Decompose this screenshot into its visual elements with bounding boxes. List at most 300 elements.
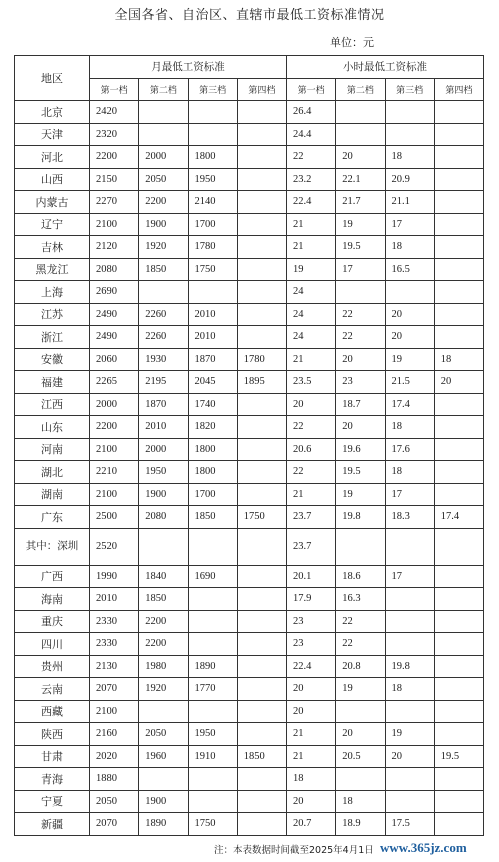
monthly-tier-2-cell: 1850 xyxy=(139,258,188,281)
monthly-tier-4-cell xyxy=(237,610,286,633)
monthly-tier-1-cell: 2100 xyxy=(90,700,139,723)
monthly-tier-1-cell: 2010 xyxy=(90,588,139,611)
region-cell: 安徽 xyxy=(15,348,90,371)
monthly-tier-3-cell xyxy=(188,610,237,633)
monthly-tier-1-cell: 2100 xyxy=(90,438,139,461)
region-cell: 河南 xyxy=(15,438,90,461)
monthly-tier-4-cell xyxy=(237,416,286,439)
hourly-tier-3-cell: 18 xyxy=(385,146,434,169)
hourly-tier-3-cell xyxy=(385,281,434,304)
monthly-tier-1-cell: 1990 xyxy=(90,565,139,588)
monthly-tier-2-cell: 2010 xyxy=(139,416,188,439)
monthly-tier-4-cell xyxy=(237,146,286,169)
monthly-tier-1-cell: 2690 xyxy=(90,281,139,304)
table-row xyxy=(15,416,484,439)
monthly-tier-4-cell xyxy=(237,123,286,146)
hourly-tier-4-cell xyxy=(434,123,483,146)
hourly-tier-2-cell: 19.8 xyxy=(336,506,385,529)
monthly-tier-3-cell: 1780 xyxy=(188,236,237,259)
table-row xyxy=(15,506,484,529)
monthly-tier-1-cell: 2270 xyxy=(90,191,139,214)
header-region: 地区 xyxy=(15,56,90,101)
hourly-tier-4-cell xyxy=(434,483,483,506)
hourly-tier-2-cell xyxy=(336,700,385,723)
monthly-tier-3-cell: 1690 xyxy=(188,565,237,588)
monthly-tier-1-cell: 2020 xyxy=(90,745,139,768)
monthly-tier-1-cell: 2520 xyxy=(90,528,139,565)
hourly-tier-1-cell: 20 xyxy=(287,790,336,813)
hourly-tier-2-cell: 22 xyxy=(336,303,385,326)
table-row xyxy=(15,565,484,588)
hourly-tier-3-cell: 16.5 xyxy=(385,258,434,281)
monthly-tier-1-cell: 2200 xyxy=(90,416,139,439)
monthly-tier-1-cell: 2000 xyxy=(90,393,139,416)
monthly-tier-4-cell xyxy=(237,483,286,506)
hourly-tier-4-cell: 19.5 xyxy=(434,745,483,768)
table-row xyxy=(15,813,484,836)
monthly-tier-2-cell xyxy=(139,700,188,723)
hourly-tier-4-cell xyxy=(434,146,483,169)
table-row xyxy=(15,123,484,146)
monthly-tier-4-cell xyxy=(237,700,286,723)
region-cell: 陕西 xyxy=(15,723,90,746)
hourly-tier-4-cell xyxy=(434,101,483,124)
table-row xyxy=(15,655,484,678)
table-row xyxy=(15,790,484,813)
hourly-tier-4-cell xyxy=(434,393,483,416)
hourly-tier-4-cell xyxy=(434,633,483,656)
monthly-tier-3-cell xyxy=(188,281,237,304)
monthly-tier-4-cell xyxy=(237,528,286,565)
monthly-tier-3-cell: 1850 xyxy=(188,506,237,529)
header-monthly-tier-3: 第三档 xyxy=(188,78,237,101)
hourly-tier-3-cell xyxy=(385,123,434,146)
hourly-tier-2-cell: 19 xyxy=(336,678,385,701)
hourly-tier-1-cell: 21 xyxy=(287,723,336,746)
hourly-tier-1-cell: 21 xyxy=(287,483,336,506)
hourly-tier-2-cell: 19 xyxy=(336,213,385,236)
hourly-tier-2-cell: 20 xyxy=(336,146,385,169)
monthly-tier-4-cell xyxy=(237,236,286,259)
monthly-tier-2-cell: 2195 xyxy=(139,371,188,394)
hourly-tier-1-cell: 23.7 xyxy=(287,528,336,565)
region-cell: 新疆 xyxy=(15,813,90,836)
hourly-tier-2-cell: 18.7 xyxy=(336,393,385,416)
hourly-tier-4-cell xyxy=(434,213,483,236)
monthly-tier-1-cell: 2200 xyxy=(90,146,139,169)
hourly-tier-3-cell xyxy=(385,768,434,791)
monthly-tier-2-cell: 1950 xyxy=(139,461,188,484)
monthly-tier-2-cell xyxy=(139,768,188,791)
hourly-tier-3-cell: 18 xyxy=(385,416,434,439)
monthly-tier-3-cell: 1700 xyxy=(188,483,237,506)
hourly-tier-2-cell: 20 xyxy=(336,416,385,439)
hourly-tier-2-cell: 18.9 xyxy=(336,813,385,836)
region-cell: 辽宁 xyxy=(15,213,90,236)
monthly-tier-4-cell xyxy=(237,588,286,611)
monthly-tier-1-cell: 2150 xyxy=(90,168,139,191)
monthly-tier-4-cell xyxy=(237,565,286,588)
table-row xyxy=(15,168,484,191)
minimum-wage-table xyxy=(14,55,484,836)
monthly-tier-4-cell: 1850 xyxy=(237,745,286,768)
hourly-tier-2-cell: 23 xyxy=(336,371,385,394)
monthly-tier-1-cell: 2330 xyxy=(90,610,139,633)
hourly-tier-2-cell: 22 xyxy=(336,610,385,633)
monthly-tier-2-cell: 2260 xyxy=(139,303,188,326)
monthly-tier-4-cell xyxy=(237,326,286,349)
hourly-tier-4-cell xyxy=(434,236,483,259)
hourly-tier-4-cell xyxy=(434,168,483,191)
hourly-tier-4-cell: 20 xyxy=(434,371,483,394)
hourly-tier-3-cell: 20.9 xyxy=(385,168,434,191)
region-cell: 吉林 xyxy=(15,236,90,259)
hourly-tier-4-cell xyxy=(434,678,483,701)
hourly-tier-3-cell xyxy=(385,101,434,124)
monthly-tier-1-cell: 1880 xyxy=(90,768,139,791)
hourly-tier-4-cell xyxy=(434,326,483,349)
monthly-tier-1-cell: 2490 xyxy=(90,303,139,326)
unit-label: 单位：元 xyxy=(330,36,374,49)
hourly-tier-4-cell xyxy=(434,565,483,588)
header-hourly-tier-2: 第二档 xyxy=(336,78,385,101)
region-cell: 山西 xyxy=(15,168,90,191)
monthly-tier-4-cell xyxy=(237,303,286,326)
monthly-tier-4-cell xyxy=(237,655,286,678)
hourly-tier-1-cell: 23.7 xyxy=(287,506,336,529)
monthly-tier-1-cell: 2050 xyxy=(90,790,139,813)
region-cell: 江西 xyxy=(15,393,90,416)
hourly-tier-1-cell: 20.7 xyxy=(287,813,336,836)
monthly-tier-1-cell: 2490 xyxy=(90,326,139,349)
footnote: 注：本表数据时间截至2025年4月1日 xyxy=(214,845,374,856)
table-row xyxy=(15,393,484,416)
hourly-tier-3-cell: 20 xyxy=(385,326,434,349)
monthly-tier-4-cell xyxy=(237,213,286,236)
hourly-tier-1-cell: 17.9 xyxy=(287,588,336,611)
hourly-tier-3-cell: 18.3 xyxy=(385,506,434,529)
monthly-tier-2-cell: 2200 xyxy=(139,633,188,656)
header-hourly-tier-1: 第一档 xyxy=(287,78,336,101)
hourly-tier-3-cell: 21.1 xyxy=(385,191,434,214)
region-cell: 黑龙江 xyxy=(15,258,90,281)
table-row xyxy=(15,633,484,656)
hourly-tier-1-cell: 22 xyxy=(287,416,336,439)
hourly-tier-1-cell: 21 xyxy=(287,236,336,259)
monthly-tier-3-cell: 1820 xyxy=(188,416,237,439)
region-cell: 西藏 xyxy=(15,700,90,723)
hourly-tier-1-cell: 22 xyxy=(287,146,336,169)
hourly-tier-2-cell xyxy=(336,123,385,146)
hourly-tier-2-cell: 19.5 xyxy=(336,461,385,484)
hourly-tier-1-cell: 23 xyxy=(287,633,336,656)
table-row xyxy=(15,281,484,304)
monthly-tier-2-cell: 1900 xyxy=(139,483,188,506)
hourly-tier-2-cell xyxy=(336,528,385,565)
region-cell: 浙江 xyxy=(15,326,90,349)
header-hourly-tier-3: 第三档 xyxy=(385,78,434,101)
region-cell: 湖北 xyxy=(15,461,90,484)
hourly-tier-1-cell: 26.4 xyxy=(287,101,336,124)
table-row xyxy=(15,768,484,791)
hourly-tier-1-cell: 20 xyxy=(287,700,336,723)
monthly-tier-2-cell: 1920 xyxy=(139,236,188,259)
monthly-tier-4-cell: 1780 xyxy=(237,348,286,371)
monthly-tier-4-cell xyxy=(237,790,286,813)
monthly-tier-2-cell: 1890 xyxy=(139,813,188,836)
monthly-tier-3-cell: 1870 xyxy=(188,348,237,371)
hourly-tier-4-cell xyxy=(434,303,483,326)
monthly-tier-4-cell xyxy=(237,813,286,836)
table-row xyxy=(15,303,484,326)
monthly-tier-3-cell xyxy=(188,700,237,723)
region-cell: 内蒙古 xyxy=(15,191,90,214)
monthly-tier-3-cell: 1700 xyxy=(188,213,237,236)
monthly-tier-1-cell: 2100 xyxy=(90,483,139,506)
monthly-tier-2-cell: 2050 xyxy=(139,723,188,746)
table-row xyxy=(15,371,484,394)
monthly-tier-1-cell: 2060 xyxy=(90,348,139,371)
monthly-tier-2-cell: 1980 xyxy=(139,655,188,678)
region-cell: 江苏 xyxy=(15,303,90,326)
hourly-tier-4-cell xyxy=(434,528,483,565)
hourly-tier-2-cell xyxy=(336,101,385,124)
monthly-tier-3-cell: 1770 xyxy=(188,678,237,701)
hourly-tier-2-cell: 22.1 xyxy=(336,168,385,191)
region-cell: 上海 xyxy=(15,281,90,304)
hourly-tier-4-cell: 18 xyxy=(434,348,483,371)
hourly-tier-1-cell: 24 xyxy=(287,326,336,349)
hourly-tier-1-cell: 19 xyxy=(287,258,336,281)
monthly-tier-2-cell: 2000 xyxy=(139,146,188,169)
region-cell: 北京 xyxy=(15,101,90,124)
hourly-tier-4-cell xyxy=(434,588,483,611)
monthly-tier-3-cell: 2010 xyxy=(188,303,237,326)
hourly-tier-3-cell xyxy=(385,633,434,656)
hourly-tier-4-cell xyxy=(434,416,483,439)
hourly-tier-3-cell: 17.5 xyxy=(385,813,434,836)
table-row xyxy=(15,213,484,236)
hourly-tier-2-cell: 19.6 xyxy=(336,438,385,461)
hourly-tier-3-cell: 18 xyxy=(385,461,434,484)
monthly-tier-2-cell: 2260 xyxy=(139,326,188,349)
monthly-tier-3-cell: 1950 xyxy=(188,723,237,746)
hourly-tier-3-cell: 17 xyxy=(385,213,434,236)
hourly-tier-2-cell: 18 xyxy=(336,790,385,813)
monthly-tier-3-cell: 1890 xyxy=(188,655,237,678)
hourly-tier-2-cell: 20.5 xyxy=(336,745,385,768)
header-monthly-tier-4: 第四档 xyxy=(237,78,286,101)
monthly-tier-2-cell: 2200 xyxy=(139,191,188,214)
hourly-tier-2-cell xyxy=(336,768,385,791)
page-title: 全国各省、自治区、直辖市最低工资标准情况 xyxy=(114,8,385,23)
region-cell: 河北 xyxy=(15,146,90,169)
monthly-tier-1-cell: 2120 xyxy=(90,236,139,259)
region-cell: 宁夏 xyxy=(15,790,90,813)
monthly-tier-3-cell: 1750 xyxy=(188,813,237,836)
hourly-tier-3-cell xyxy=(385,790,434,813)
monthly-tier-4-cell xyxy=(237,101,286,124)
monthly-tier-3-cell: 1800 xyxy=(188,461,237,484)
monthly-tier-3-cell xyxy=(188,633,237,656)
monthly-tier-1-cell: 2265 xyxy=(90,371,139,394)
hourly-tier-3-cell: 17 xyxy=(385,565,434,588)
hourly-tier-4-cell xyxy=(434,191,483,214)
monthly-tier-2-cell xyxy=(139,281,188,304)
hourly-tier-1-cell: 24 xyxy=(287,281,336,304)
monthly-tier-2-cell: 2050 xyxy=(139,168,188,191)
monthly-tier-4-cell xyxy=(237,723,286,746)
monthly-tier-1-cell: 2130 xyxy=(90,655,139,678)
monthly-tier-4-cell xyxy=(237,281,286,304)
hourly-tier-3-cell: 17.4 xyxy=(385,393,434,416)
monthly-tier-3-cell: 1750 xyxy=(188,258,237,281)
hourly-tier-3-cell: 18 xyxy=(385,678,434,701)
hourly-tier-3-cell: 21.5 xyxy=(385,371,434,394)
region-cell: 四川 xyxy=(15,633,90,656)
monthly-tier-3-cell xyxy=(188,768,237,791)
monthly-tier-3-cell xyxy=(188,528,237,565)
hourly-tier-1-cell: 24.4 xyxy=(287,123,336,146)
monthly-tier-2-cell: 1900 xyxy=(139,213,188,236)
hourly-tier-3-cell: 17.6 xyxy=(385,438,434,461)
monthly-tier-1-cell: 2320 xyxy=(90,123,139,146)
monthly-tier-1-cell: 2210 xyxy=(90,461,139,484)
hourly-tier-2-cell: 19.5 xyxy=(336,236,385,259)
monthly-tier-1-cell: 2160 xyxy=(90,723,139,746)
monthly-tier-3-cell: 2045 xyxy=(188,371,237,394)
region-cell: 福建 xyxy=(15,371,90,394)
hourly-tier-4-cell xyxy=(434,281,483,304)
monthly-tier-2-cell xyxy=(139,101,188,124)
hourly-tier-1-cell: 21 xyxy=(287,213,336,236)
table-row xyxy=(15,610,484,633)
hourly-tier-4-cell xyxy=(434,461,483,484)
hourly-tier-1-cell: 20.1 xyxy=(287,565,336,588)
monthly-tier-2-cell: 1870 xyxy=(139,393,188,416)
monthly-tier-1-cell: 2500 xyxy=(90,506,139,529)
hourly-tier-1-cell: 23.2 xyxy=(287,168,336,191)
monthly-tier-3-cell xyxy=(188,101,237,124)
table-row xyxy=(15,146,484,169)
monthly-tier-2-cell: 1840 xyxy=(139,565,188,588)
hourly-tier-3-cell xyxy=(385,610,434,633)
monthly-tier-1-cell: 2070 xyxy=(90,678,139,701)
hourly-tier-3-cell: 20 xyxy=(385,303,434,326)
table-row xyxy=(15,723,484,746)
monthly-tier-1-cell: 2420 xyxy=(90,101,139,124)
hourly-tier-4-cell xyxy=(434,813,483,836)
hourly-tier-4-cell xyxy=(434,790,483,813)
monthly-tier-3-cell xyxy=(188,588,237,611)
monthly-tier-2-cell: 1850 xyxy=(139,588,188,611)
hourly-tier-3-cell xyxy=(385,588,434,611)
region-cell: 贵州 xyxy=(15,655,90,678)
hourly-tier-4-cell xyxy=(434,438,483,461)
monthly-tier-2-cell: 2080 xyxy=(139,506,188,529)
table-row xyxy=(15,588,484,611)
hourly-tier-1-cell: 20 xyxy=(287,393,336,416)
monthly-tier-3-cell: 1800 xyxy=(188,146,237,169)
monthly-tier-4-cell xyxy=(237,168,286,191)
hourly-tier-2-cell: 20 xyxy=(336,723,385,746)
hourly-tier-3-cell: 18 xyxy=(385,236,434,259)
table-row xyxy=(15,101,484,124)
monthly-tier-2-cell: 1920 xyxy=(139,678,188,701)
hourly-tier-4-cell xyxy=(434,768,483,791)
table-row xyxy=(15,236,484,259)
monthly-tier-4-cell xyxy=(237,678,286,701)
hourly-tier-4-cell xyxy=(434,610,483,633)
hourly-tier-1-cell: 20.6 xyxy=(287,438,336,461)
monthly-tier-3-cell: 1800 xyxy=(188,438,237,461)
header-hourly: 小时最低工资标准 xyxy=(287,56,484,79)
table-body xyxy=(15,101,484,836)
hourly-tier-4-cell xyxy=(434,723,483,746)
header-monthly-tier-1: 第一档 xyxy=(90,78,139,101)
region-cell: 青海 xyxy=(15,768,90,791)
monthly-tier-2-cell: 2000 xyxy=(139,438,188,461)
hourly-tier-3-cell: 20 xyxy=(385,745,434,768)
table-row xyxy=(15,678,484,701)
region-cell: 其中：深圳 xyxy=(15,528,90,565)
hourly-tier-1-cell: 20 xyxy=(287,678,336,701)
hourly-tier-1-cell: 23.5 xyxy=(287,371,336,394)
watermark: www.365jz.com xyxy=(380,840,467,855)
hourly-tier-1-cell: 18 xyxy=(287,768,336,791)
header-hourly-tier-4: 第四档 xyxy=(434,78,483,101)
monthly-tier-4-cell xyxy=(237,438,286,461)
table-row xyxy=(15,438,484,461)
hourly-tier-4-cell xyxy=(434,655,483,678)
table-row xyxy=(15,191,484,214)
hourly-tier-2-cell: 16.3 xyxy=(336,588,385,611)
hourly-tier-2-cell: 19 xyxy=(336,483,385,506)
region-cell: 海南 xyxy=(15,588,90,611)
table-row xyxy=(15,700,484,723)
hourly-tier-1-cell: 22.4 xyxy=(287,655,336,678)
monthly-tier-1-cell: 2080 xyxy=(90,258,139,281)
hourly-tier-1-cell: 22 xyxy=(287,461,336,484)
hourly-tier-1-cell: 22.4 xyxy=(287,191,336,214)
region-cell: 湖南 xyxy=(15,483,90,506)
hourly-tier-3-cell: 19.8 xyxy=(385,655,434,678)
monthly-tier-3-cell: 1950 xyxy=(188,168,237,191)
monthly-tier-3-cell: 2010 xyxy=(188,326,237,349)
hourly-tier-4-cell xyxy=(434,258,483,281)
monthly-tier-4-cell xyxy=(237,768,286,791)
monthly-tier-4-cell xyxy=(237,393,286,416)
monthly-tier-2-cell xyxy=(139,123,188,146)
hourly-tier-4-cell: 17.4 xyxy=(434,506,483,529)
table-row xyxy=(15,528,484,565)
header-monthly: 月最低工资标准 xyxy=(90,56,287,79)
monthly-tier-2-cell: 1960 xyxy=(139,745,188,768)
hourly-tier-3-cell xyxy=(385,700,434,723)
hourly-tier-3-cell: 17 xyxy=(385,483,434,506)
hourly-tier-2-cell: 17 xyxy=(336,258,385,281)
region-cell: 广西 xyxy=(15,565,90,588)
monthly-tier-4-cell: 1895 xyxy=(237,371,286,394)
region-cell: 重庆 xyxy=(15,610,90,633)
monthly-tier-3-cell xyxy=(188,123,237,146)
monthly-tier-3-cell: 2140 xyxy=(188,191,237,214)
monthly-tier-3-cell xyxy=(188,790,237,813)
monthly-tier-4-cell xyxy=(237,633,286,656)
monthly-tier-2-cell: 1930 xyxy=(139,348,188,371)
table-row xyxy=(15,745,484,768)
hourly-tier-1-cell: 21 xyxy=(287,348,336,371)
